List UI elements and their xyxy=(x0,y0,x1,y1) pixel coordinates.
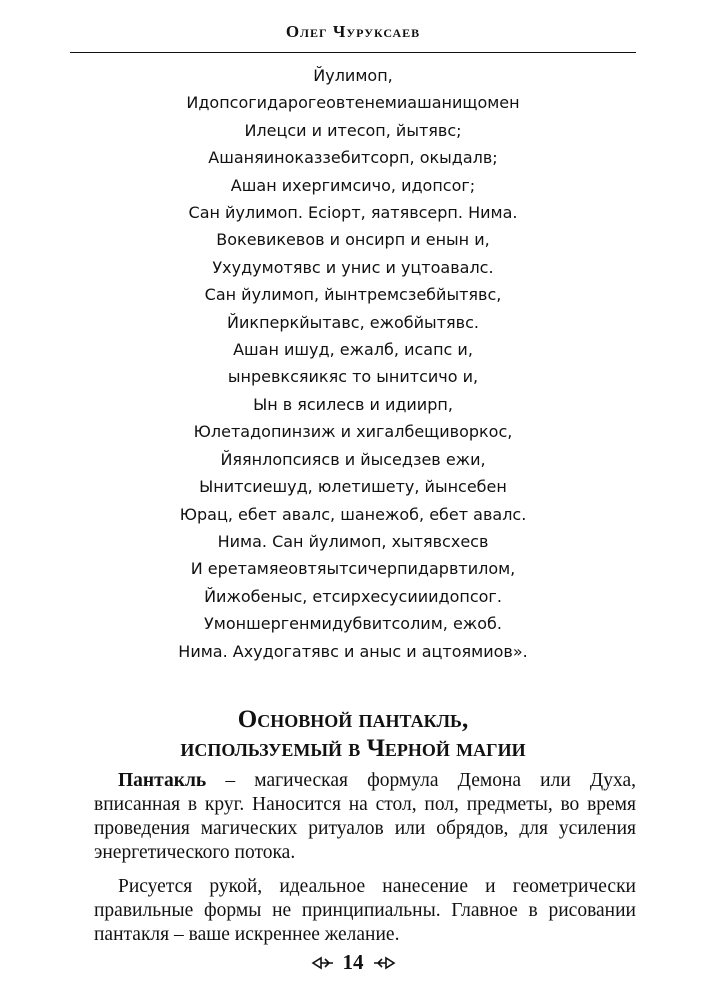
paragraph-1-text: – магическая формула Демона или Духа, вписанная в круг. Наносится на стол, пол, предметы, во время проведения магических ритуалов или обрядов, для усиления энергетического потока. xyxy=(94,770,636,863)
poem-line: Нима. Ахудогатявс и аныс и ацтоямиов». xyxy=(178,641,528,661)
poem-line: Илецси и итесоп, йытявс; xyxy=(244,120,462,140)
poem-line: Йулимоп, xyxy=(313,66,393,85)
poem-line: Умоншергенмидубвитсолим, ежоб. xyxy=(204,614,502,634)
header-rule xyxy=(70,52,636,53)
page-footer xyxy=(70,950,636,975)
body-text xyxy=(94,769,636,947)
poem-line: И еретамяеовтяытсичерпидарвтилом, xyxy=(190,559,516,579)
poem-line: Йикперкйытавс, ежобйытявс. xyxy=(227,312,479,332)
paragraph-1 xyxy=(94,769,636,865)
poem-line: Ашан ихергимсичо, идопсог; xyxy=(230,175,476,195)
poem-line: Ашан ишуд, ежалб, исапс и, xyxy=(233,340,473,360)
running-header: Олег Чуруксаев xyxy=(285,22,421,41)
right-ornament-icon xyxy=(372,956,396,970)
poem-line: Ухудумотявс и унис и уцтоавалс. xyxy=(212,257,494,277)
section-heading-line-2: используемый в Черной магии xyxy=(180,735,526,762)
section-heading xyxy=(70,705,636,763)
poem-line: Йяянлопсиясв и йыседзев ежи, xyxy=(220,449,486,469)
left-ornament-icon xyxy=(311,956,335,970)
poem-line: Вокевикевов и онсирп и енын и, xyxy=(216,230,490,250)
poem-line: Идопсогидарогеовтенемиашанищомен xyxy=(186,93,520,113)
poem-line: ынревксяикяс то ынитсичо и, xyxy=(227,367,479,387)
poem-line: Ын в ясилесв и идиирп, xyxy=(253,394,453,414)
poem-line: Юрац, ебет авалс, шанежоб, ебет авалс. xyxy=(179,504,527,524)
section-heading-line-1: Основной пантакль, xyxy=(237,706,469,733)
paragraph-2: Рисуется рукой, идеальное нанесение и геометрически правильные формы не принципиальны. Главное в рисовании пантакля – ваше искреннее желание. xyxy=(94,876,636,945)
poem-line: Сан йулимоп. Еciорт, яатявсерп. Нима. xyxy=(188,203,518,223)
poem-line: Йижобеныс, етсирхесусииидопсог. xyxy=(204,586,502,606)
poem-line: Ынитсиешуд, юлетишету, йынсебен xyxy=(199,477,507,497)
poem-line: Ашаняиноказзебитсорп, окыдалв; xyxy=(208,148,498,168)
poem-line: Юлетадопинзиж и хигалбещиворкос, xyxy=(193,422,513,442)
poem-line: Сан йулимоп, йынтремсзебйытявс, xyxy=(204,285,502,305)
poem-block xyxy=(70,62,636,665)
poem-line: Нима. Сан йулимоп, хытявсхесв xyxy=(217,531,489,551)
page-number: 14 xyxy=(342,950,364,974)
term-pantacle: Пантакль xyxy=(118,770,207,791)
